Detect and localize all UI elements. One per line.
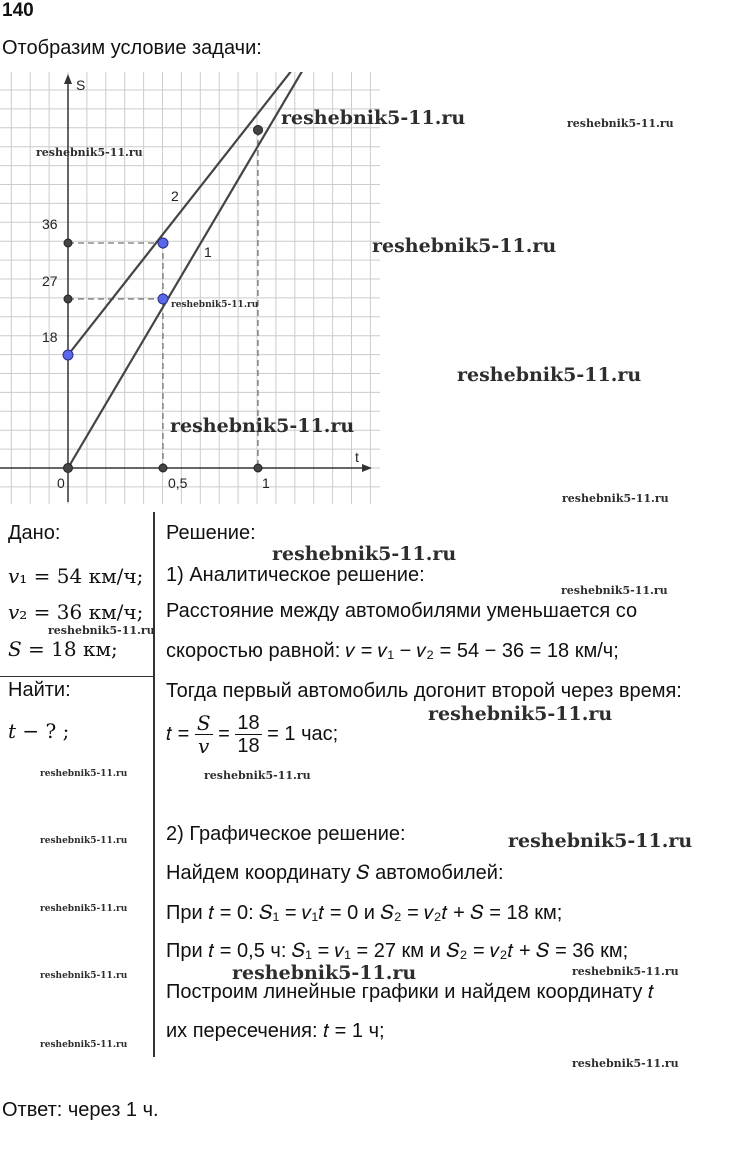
point-origin — [64, 464, 73, 473]
column-divider — [153, 512, 155, 1057]
point-s1-half — [158, 294, 168, 304]
x-tick-1: 1 — [262, 475, 270, 491]
formula-t-rhs: = 1 час; — [267, 723, 339, 745]
watermark: reshebnik5-11.ru — [40, 1040, 128, 1050]
given-s: 𝑆 = 18 км; — [8, 637, 118, 661]
watermark: reshebnik5-11.ru — [170, 415, 355, 437]
line-1 — [68, 72, 304, 468]
graph-solution-title: 2) Графическое решение: — [166, 823, 406, 845]
line-label-1: 1 — [204, 244, 212, 260]
watermark: reshebnik5-11.ru — [567, 117, 674, 130]
line-label-2: 2 — [171, 188, 179, 204]
watermark: reshebnik5-11.ru — [562, 492, 669, 505]
watermark: reshebnik5-11.ru — [572, 965, 679, 978]
point-y36 — [64, 239, 72, 247]
watermark: reshebnik5-11.ru — [232, 962, 417, 984]
watermark: reshebnik5-11.ru — [40, 769, 128, 779]
find-title: Найти: — [8, 679, 71, 701]
fraction-18-num: 18 — [237, 712, 260, 734]
watermark: reshebnik5-11.ru — [40, 904, 128, 914]
answer: Ответ: через 1 ч. — [2, 1099, 159, 1121]
watermark: reshebnik5-11.ru — [428, 703, 613, 725]
formula-t-lhs: 𝑡 = — [166, 723, 190, 745]
given-v1: 𝑣₁ = 54 км/ч; — [8, 564, 144, 588]
watermark: reshebnik5-11.ru — [36, 146, 143, 159]
solution-title: Решение: — [166, 522, 256, 544]
point-y27 — [64, 295, 72, 303]
y-tick-18: 18 — [42, 329, 58, 345]
watermark: reshebnik5-11.ru — [572, 1057, 679, 1070]
watermark: reshebnik5-11.ru — [281, 107, 466, 129]
given-v2: 𝑣₂ = 36 км/ч; — [8, 600, 144, 624]
y-tick-27: 27 — [42, 273, 58, 289]
problem-number: 140 — [2, 0, 34, 21]
analytic-title: 1) Аналитическое решение: — [166, 564, 425, 586]
graph-line-1: Найдем координату 𝑆 автомобилей: — [166, 862, 504, 884]
watermark: reshebnik5-11.ru — [372, 235, 557, 257]
watermark: reshebnik5-11.ru — [204, 769, 311, 782]
watermark: reshebnik5-11.ru — [457, 364, 642, 386]
y-axis-arrow — [64, 74, 72, 84]
y-axis-label: S — [76, 77, 86, 93]
formula-eq: = — [218, 723, 230, 745]
solution-line-3: Тогда первый автомобиль догонит второй через время: — [166, 680, 682, 702]
fraction-s-over-v — [195, 712, 213, 757]
graph-line-2: При 𝑡 = 0: 𝑆₁ = 𝑣₁𝑡 = 0 и 𝑆₂ = 𝑣₂𝑡 + 𝑆 = 18 км; — [166, 902, 563, 924]
point-s2-start — [63, 350, 73, 360]
watermark: reshebnik5-11.ru — [272, 543, 457, 565]
given-find-divider — [0, 676, 153, 677]
watermark: reshebnik5-11.ru — [40, 836, 128, 846]
x-axis-label: t — [355, 449, 359, 465]
graph-line-3: При 𝑡 = 0,5 ч: 𝑆₁ = 𝑣₁ = 27 км и 𝑆₂ = 𝑣₂𝑡 + 𝑆 = 36 км; — [166, 940, 629, 962]
watermark: reshebnik5-11.ru — [171, 300, 259, 310]
x-tick-0: 0 — [57, 475, 65, 491]
intro-text: Отобразим условие задачи: — [2, 37, 262, 59]
fraction-18-over-18 — [235, 712, 261, 757]
x-tick-05: 0,5 — [168, 475, 188, 491]
point-t1 — [254, 464, 262, 472]
watermark: reshebnik5-11.ru — [508, 830, 693, 852]
solution-line-2: скоростью равной: 𝑣 = 𝑣₁ − 𝑣₂ = 54 − 36 = 18 км/ч; — [166, 640, 619, 662]
solution-line-1: Расстояние между автомобилями уменьшается со — [166, 600, 638, 622]
y-tick-36: 36 — [42, 216, 58, 232]
point-t05 — [159, 464, 167, 472]
given-title: Дано: — [8, 522, 61, 544]
graph-line-5: их пересечения: 𝑡 = 1 ч; — [166, 1020, 385, 1042]
watermark: reshebnik5-11.ru — [48, 624, 155, 637]
coordinate-graph — [0, 72, 380, 504]
time-formula — [166, 712, 338, 757]
watermark: reshebnik5-11.ru — [40, 971, 128, 981]
fraction-18-den: 18 — [237, 735, 260, 757]
graph-line-4: Построим линейные графики и найдем координату 𝑡 — [166, 981, 654, 1003]
watermark: reshebnik5-11.ru — [561, 584, 668, 597]
fraction-v: 𝑣 — [198, 734, 210, 758]
point-intersection — [254, 126, 263, 135]
find-t: 𝑡 − ? ; — [8, 719, 70, 743]
fraction-s: 𝑆 — [196, 711, 211, 735]
point-s2-half — [158, 238, 168, 248]
